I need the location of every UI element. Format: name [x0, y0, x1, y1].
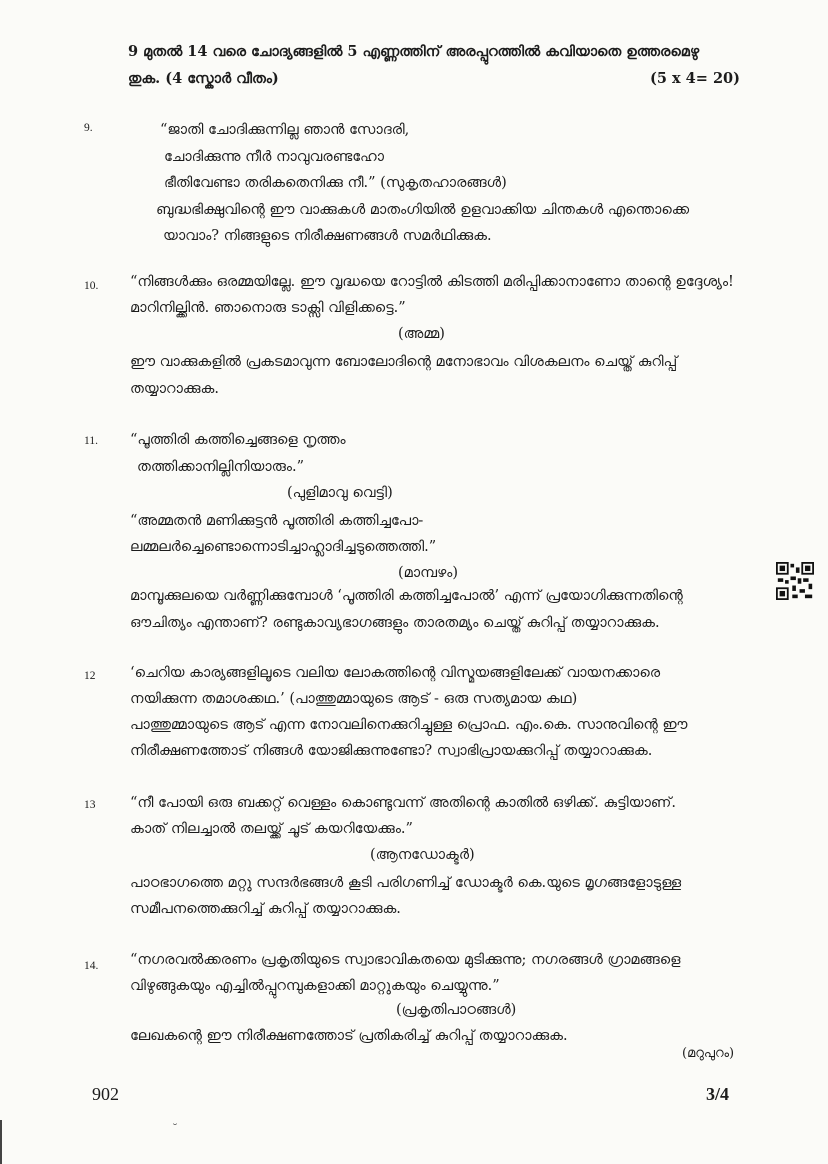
score-note: (5 x 4= 20): [649, 70, 740, 87]
instruction-line-2: തുക. (4 സ്കോർ വീതം): [128, 70, 279, 87]
scan-mark: ˘: [172, 1122, 178, 1136]
question-number: 10.: [84, 280, 99, 292]
question-text-line: മാമ്പൂക്കുലയെ വർണ്ണിക്കുമ്പോൾ ‘പൂത്തിരി കത്തിച്ചപോൽ’ എന്ന് പ്രയോഗിക്കുന്നതിന്റെ: [130, 588, 683, 604]
turn-over-note: (മറുപുറം): [682, 1046, 735, 1061]
paper-code: 902: [92, 1084, 119, 1104]
question-text-line: തത്തിക്കാനില്ലിനിയാരും.”: [137, 459, 304, 475]
question-number: 11.: [84, 435, 98, 447]
page-number: 3/4: [706, 1084, 730, 1104]
question-text-line: ഭീതിവേണ്ടാ തരികതെനിക്കു നീ.” (സുകൃതഹാരങ്ങൾ): [164, 175, 507, 191]
question-text-line: ഔചിത്യം എന്താണ്? രണ്ടുകാവ്യഭാഗങ്ങളും താരതമ്യം ചെയ്ത് കുറിപ്പ് തയ്യാറാക്കുക.: [130, 615, 660, 631]
source-label: (പുളിമാവു വെട്ടി): [287, 485, 393, 501]
question-number: 13: [84, 799, 96, 811]
qr-code-icon: [776, 562, 814, 600]
source-label: (ആനഡോക്ടർ): [370, 847, 475, 863]
question-text-line: തയ്യാറാക്കുക.: [130, 381, 219, 397]
question-text-line: യാവാം? നിങ്ങളുടെ നിരീക്ഷണങ്ങൾ സമർഥിക്കുക.: [163, 228, 492, 244]
question-text-line: നയിക്കുന്ന തമാശക്കഥ.’ (പാത്തുമ്മായുടെ ആട് - ഒരു സത്യമായ കഥ): [130, 691, 578, 707]
page-edge: [0, 1120, 2, 1164]
question-text-line: ലമ്മലർച്ചെണ്ടൊന്നൊടിച്ചാഹ്ലാദിച്ചടുത്തെത്തി.”: [130, 539, 437, 555]
question-text-line: വിഴുങ്ങുകയും എച്ചിൽപ്പുറമ്പുകളാക്കി മാറ്റുകയും ചെയ്യുന്നു.”: [130, 978, 500, 994]
question-text-line: പാത്തുമ്മായുടെ ആട് എന്ന നോവലിനെക്കുറിച്ചുള്ള പ്രൊഫ. എം.കെ. സാനുവിന്റെ ഈ: [130, 717, 688, 733]
question-text-line: ബുദ്ധഭിക്ഷുവിന്റെ ഈ വാക്കുകൾ മാതംഗിയിൽ ഉളവാക്കിയ ചിന്തകൾ എന്തൊക്കെ: [156, 202, 690, 218]
instruction-line-1: 9 മുതൽ 14 വരെ ചോദ്യങ്ങളിൽ 5 എണ്ണത്തിന് അരപ്പുറത്തിൽ കവിയാതെ ഉത്തരമെഴു: [128, 43, 700, 60]
question-text-line: “നിങ്ങൾക്കും ഒരമ്മയില്ലേ. ഈ വൃദ്ധയെ റോട്ടിൽ കിടത്തി മരിപ്പിക്കാനാണോ താന്റെ ഉദ്ദേശ്യം!: [130, 274, 734, 290]
question-text-line: ഈ വാക്കുകളിൽ പ്രകടമാവുന്ന ബോലോദിന്റെ മനോഭാവം വിശകലനം ചെയ്ത് കുറിപ്പ്: [130, 354, 678, 370]
question-text-line: “ജാതി ചോദിക്കുന്നില്ല ഞാൻ സോദരി,: [160, 122, 410, 138]
question-text-line: പാഠഭാഗത്തെ മറ്റു സന്ദർഭങ്ങൾ കൂടി പരിഗണിച്ച് ഡോക്ടർ കെ.യുടെ മൃഗങ്ങളോടുള്ള: [130, 875, 682, 891]
question-text-line: മാറിനില്ക്കിൻ. ഞാനൊരു ടാക്സി വിളിക്കട്ടെ.”: [130, 300, 406, 316]
question-text-line: കാത് നിലച്ചാൽ തലയ്ക്ക് ചൂട് കയറിയേക്കും.”: [130, 821, 413, 837]
question-number: 9.: [84, 122, 93, 134]
source-label: (പ്രകൃതിപാഠങ്ങൾ): [396, 1002, 517, 1018]
question-text-line: “അമ്മതൻ മണിക്കുട്ടൻ പൂത്തിരി കത്തിച്ചപോ-: [130, 513, 424, 529]
question-text-line: “നഗരവൽക്കരണം പ്രകൃതിയുടെ സ്വാഭാവികതയെ മുടിക്കുന്നു; നഗരങ്ങൾ ഗ്രാമങ്ങളെ: [130, 952, 681, 968]
instructions: [128, 38, 740, 92]
source-label: (അമ്മ): [398, 326, 445, 342]
question-text-line: ലേഖകന്റെ ഈ നിരീക്ഷണത്തോട് പ്രതികരിച്ച് കുറിപ്പ് തയ്യാറാക്കുക.: [130, 1028, 568, 1044]
question-text-line: സമീപനത്തെക്കുറിച്ച് കുറിപ്പ് തയ്യാറാക്കുക.: [130, 901, 401, 917]
question-text-line: നിരീക്ഷണത്തോട് നിങ്ങൾ യോജിക്കുന്നുണ്ടോ? സ്വാഭിപ്രായക്കുറിപ്പ് തയ്യാറാക്കുക.: [130, 743, 653, 759]
question-text-line: “പൂത്തിരി കത്തിച്ചെങ്ങളെ നൃത്തം: [130, 432, 346, 448]
question-text-line: ചോദിക്കുന്നു നീർ നാവുവരണ്ടഹോ: [164, 149, 384, 165]
question-text-line: ‘ചെറിയ കാര്യങ്ങളിലൂടെ വലിയ ലോകത്തിന്റെ വിസ്മയങ്ങളിലേക്ക് വായനക്കാരെ: [130, 665, 661, 681]
question-text-line: “നീ പോയി ഒരു ബക്കറ്റ് വെള്ളം കൊണ്ടുവന്ന് അതിന്റെ കാതിൽ ഒഴിക്ക്. കുട്ടിയാണ്.: [130, 795, 676, 811]
question-number: 12: [84, 670, 96, 682]
source-label: (മാമ്പഴം): [398, 565, 459, 581]
question-number: 14.: [84, 960, 99, 972]
